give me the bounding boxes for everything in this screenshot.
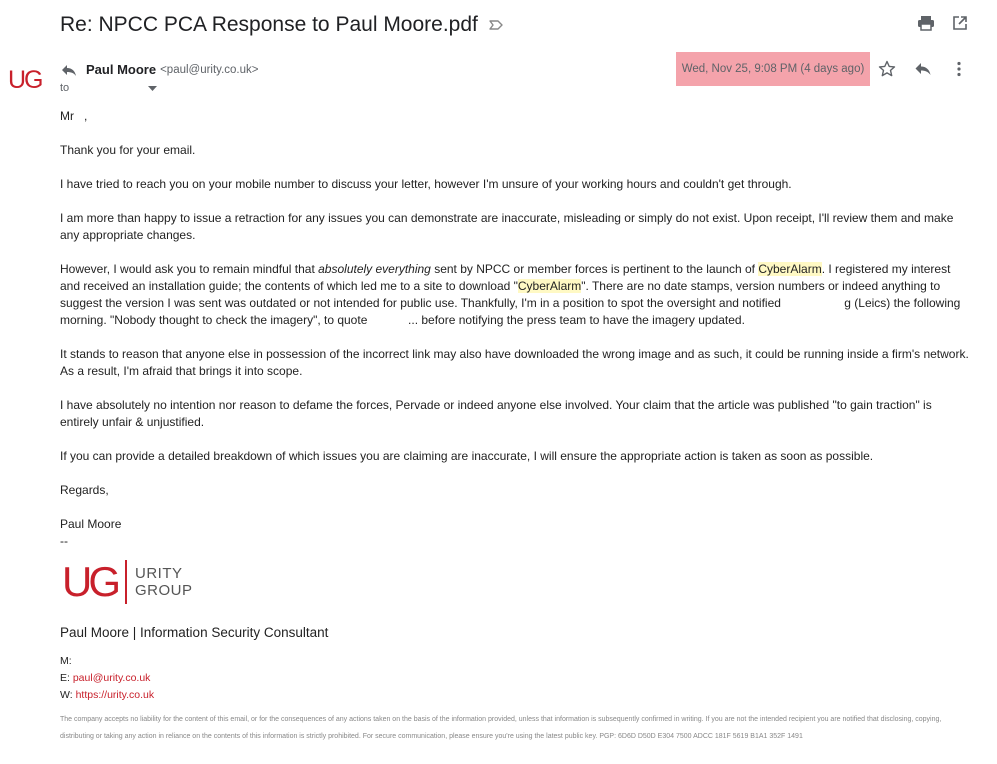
- paragraph-5: It stands to reason that anyone else in possession of the incorrect link may also have downloaded the wrong image and as such, it could be running inside a firm's network. As a result, I'm afraid that brings it into scope.: [60, 347, 969, 378]
- date-text: Wed, Nov 25, 9:08 PM (4 days ago): [681, 63, 865, 75]
- closing: Regards,: [60, 483, 109, 497]
- paragraph-4: [60, 261, 970, 329]
- more-vert-icon[interactable]: [950, 60, 968, 78]
- highlight-keyword: CyberAlarm: [758, 262, 822, 276]
- thread-actions: [917, 14, 969, 32]
- email-subject: Re: NPCC PCA Response to Paul Moore.pdf: [60, 13, 478, 36]
- message-date: [676, 52, 870, 86]
- recipient-info[interactable]: [60, 82, 69, 94]
- p4-text-e: g (Leics) the following morning. "Nobody thought to check the imagery", to quote: [60, 296, 961, 327]
- mobile-line: M:: [60, 655, 72, 667]
- sender-avatar[interactable]: UG: [8, 66, 42, 94]
- p4-text-b: sent by NPCC or member forces is pertinent to the launch of: [430, 262, 759, 276]
- label-arrow-icon[interactable]: [488, 17, 504, 33]
- p4-text-c: . I registered my interest and received an installation guide; the contents of which led me to a site to download ": [60, 262, 951, 293]
- open-in-new-window-icon[interactable]: [951, 14, 969, 32]
- chevron-down-icon[interactable]: [148, 84, 157, 93]
- signature-contact: [60, 653, 154, 704]
- website-label: W:: [60, 689, 76, 701]
- p4-text-a: However, I would ask you to remain mindful that: [60, 262, 319, 276]
- signoff-name: Paul Moore: [60, 517, 122, 531]
- legal-disclaimer: The company accepts no liability for the content of this email, or for the consequences of any actions taken on the basis of the information provided, unless that information is subsequently confirmed in writing. If you are not the intended recipient you are notified that disclosing, copying, distributing or taking any action in reliance on the contents of this information is strictly prohibited. For secure communication, please ensure you're using the latest public key. PGP: 6D6D D50D E304 7500 ADCC 181F 5619 B1A1 352F 1491: [60, 716, 942, 740]
- logo-wordmark: [135, 565, 193, 599]
- email-line: [60, 670, 154, 687]
- logo-line-1: URITY: [135, 565, 183, 582]
- company-logo: [62, 560, 193, 604]
- greeting-punct: ,: [84, 109, 88, 123]
- logo-line-2: GROUP: [135, 582, 193, 599]
- website-link[interactable]: https://urity.co.uk: [75, 689, 155, 701]
- to-label: to: [60, 82, 70, 94]
- highlight-keyword: CyberAlarm: [517, 279, 582, 293]
- email-body: [60, 108, 970, 550]
- p4-emphasis: absolutely everything: [318, 262, 431, 276]
- logo-mark: UG: [62, 558, 117, 605]
- signature-title: Paul Moore | Information Security Consultant: [60, 625, 329, 640]
- p4-text-f: ... before notifying the press team to have the imagery updated.: [404, 313, 745, 327]
- star-icon[interactable]: [878, 60, 896, 78]
- paragraph-1: Thank you for your email.: [60, 143, 196, 157]
- paragraph-7: If you can provide a detailed breakdown of which issues you are claiming are inaccurate, I will ensure the appropriate action is taken as soon as possible.: [60, 449, 874, 463]
- message-actions: [878, 60, 968, 78]
- email-header: [60, 10, 504, 40]
- email-link[interactable]: paul@urity.co.uk: [72, 672, 151, 684]
- reply-arrow-icon: [60, 63, 78, 77]
- email-label: E:: [60, 672, 73, 684]
- reply-icon[interactable]: [914, 60, 932, 78]
- greeting-text: Mr: [60, 109, 74, 123]
- paragraph-2: I have tried to reach you on your mobile number to discuss your letter, however I'm unsure of your working hours and couldn't get through.: [60, 177, 792, 191]
- paragraph-6: I have absolutely no intention nor reason to defame the forces, Pervade or indeed anyone else involved. Your claim that the article was published "to gain traction" is entirely unfair & unjustified.: [60, 398, 932, 429]
- website-line: [60, 687, 154, 704]
- print-icon[interactable]: [917, 14, 935, 32]
- sender-email: <paul@urity.co.uk>: [160, 63, 259, 76]
- sender-name[interactable]: Paul Moore: [86, 62, 157, 77]
- p4-text-d: ". There are no date stamps, version numbers or indeed anything to suggest the version I was sent was outdated or not intended for public use. Thankfully, I'm in a position to spot the oversight and notified: [60, 279, 941, 310]
- signature-separator: --: [60, 534, 68, 548]
- logo-divider: [125, 560, 127, 604]
- sender-info: [60, 62, 258, 77]
- greeting: [60, 108, 970, 125]
- paragraph-3: I am more than happy to issue a retraction for any issues you can demonstrate are inaccurate, misleading or simply do not exist. Upon receipt, I'll review them and make any appropriate changes.: [60, 211, 954, 242]
